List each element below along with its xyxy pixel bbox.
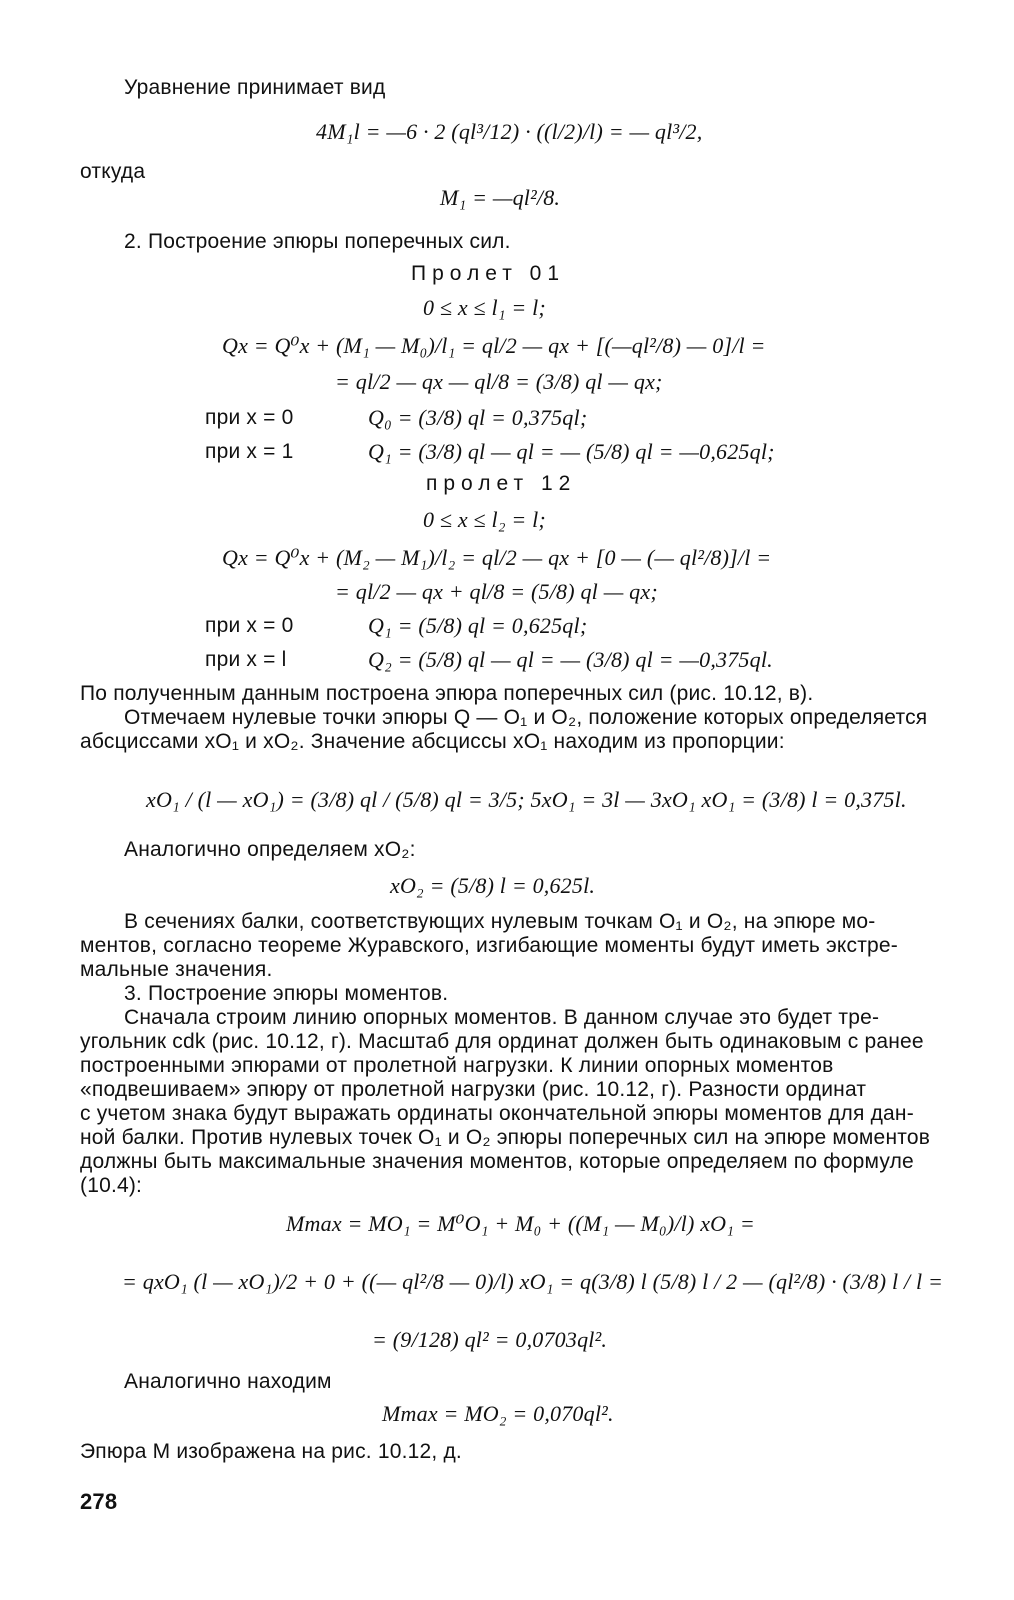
span-heading: Пролет 01 xyxy=(411,262,566,285)
equation: 0 ≤ x ≤ l₂ = l; xyxy=(423,507,546,532)
equation: Qx = Q⁰x + (M₁ — M₀)/l₁ = ql/2 — qx + [(—ql²/8) — 0]/l = xyxy=(222,333,766,358)
equation: Q₁ = (3/8) ql — ql = — (5/8) ql = —0,625ql; xyxy=(368,439,775,464)
span-heading: пролет 12 xyxy=(426,472,577,495)
equation: M₁ = —ql²/8. xyxy=(440,185,561,210)
page-number: 278 xyxy=(80,1489,118,1514)
text-line: (10.4): xyxy=(80,1174,143,1197)
section-heading: 3. Построение эпюры моментов. xyxy=(124,982,449,1005)
text-line: Аналогично определяем xO₂: xyxy=(124,838,416,861)
equation: xO₂ = (5/8) l = 0,625l. xyxy=(390,873,596,898)
equation: Mmax = MO₂ = 0,070ql². xyxy=(382,1401,614,1426)
text-line: построенными эпюрами от пролетной нагрузки. К линии опорных моментов xyxy=(80,1054,834,1077)
condition-label: при x = l xyxy=(205,648,287,671)
text-line: По полученным данным построена эпюра поперечных сил (рис. 10.12, в). xyxy=(80,682,814,705)
equation: Q₁ = (5/8) ql = 0,625ql; xyxy=(368,613,588,638)
equation: Mmax = MO₁ = M⁰O₁ + M₀ + ((M₁ — M₀)/l) xO₁ = xyxy=(286,1211,755,1236)
text-line: Отмечаем нулевые точки эпюры Q — O₁ и O₂, положение которых определяется xyxy=(124,706,928,729)
text-line: должны быть максимальные значения моментов, которые определяем по формуле xyxy=(80,1150,914,1173)
equation: 4M₁l = —6 · 2 (ql³/12) · ((l/2)/l) = — ql³/2, xyxy=(316,119,703,144)
text-line: ментов, согласно теореме Журавского, изгибающие моменты будут иметь экстре- xyxy=(80,934,899,957)
text-line: «подвешиваем» эпюру от пролетной нагрузки (рис. 10.12, г). Разности ординат xyxy=(80,1078,867,1101)
equation: Qx = Q⁰x + (M₂ — M₁)/l₂ = ql/2 — qx + [0 — (— ql²/8)]/l = xyxy=(222,545,772,570)
text-line: мальные значения. xyxy=(80,958,273,981)
condition-label: при x = 1 xyxy=(205,440,294,463)
equation: xO₁ / (l — xO₁) = (3/8) ql / (5/8) ql = 3/5; 5xO₁ = 3l — 3xO₁ xO₁ = (3/8) l = 0,375l. xyxy=(146,787,907,812)
equation: = ql/2 — qx — ql/8 = (3/8) ql — qx; xyxy=(335,369,663,394)
section-heading: 2. Построение эпюры поперечных сил. xyxy=(124,230,511,253)
text-line: угольник cdk (рис. 10.12, г). Масштаб для ординат должен быть одинаковым с ранее xyxy=(80,1030,924,1053)
condition-label: при x = 0 xyxy=(205,406,294,429)
text-line: абсциссами xO₁ и xO₂. Значение абсциссы xO₁ находим из пропорции: xyxy=(80,730,785,753)
text-line: Аналогично находим xyxy=(124,1370,332,1393)
equation: = qxO₁ (l — xO₁)/2 + 0 + ((— ql²/8 — 0)/l) xO₁ = q(3/8) l (5/8) l / 2 — (ql²/8) · (3/8) l / l = xyxy=(122,1269,944,1294)
equation: 0 ≤ x ≤ l₁ = l; xyxy=(423,295,546,320)
equation: Q₂ = (5/8) ql — ql = — (3/8) ql = —0,375ql. xyxy=(368,647,773,672)
text-line: Эпюра M изображена на рис. 10.12, д. xyxy=(80,1440,462,1463)
text-line: с учетом знака будут выражать ординаты окончательной эпюры моментов для дан- xyxy=(80,1102,914,1125)
text-line: Сначала строим линию опорных моментов. В данном случае это будет тре- xyxy=(124,1006,880,1029)
equation: = ql/2 — qx + ql/8 = (5/8) ql — qx; xyxy=(335,579,658,604)
condition-label: при x = 0 xyxy=(205,614,294,637)
equation: Q₀ = (3/8) ql = 0,375ql; xyxy=(368,405,588,430)
text-line: Уравнение принимает вид xyxy=(124,76,386,99)
text-line: В сечениях балки, соответствующих нулевым точкам O₁ и O₂, на эпюре мо- xyxy=(124,910,876,933)
equation: = (9/128) ql² = 0,0703ql². xyxy=(372,1327,608,1352)
text-line: откуда xyxy=(80,160,146,183)
text-line: ной балки. Против нулевых точек O₁ и O₂ эпюры поперечных сил на эпюре моментов xyxy=(80,1126,931,1149)
